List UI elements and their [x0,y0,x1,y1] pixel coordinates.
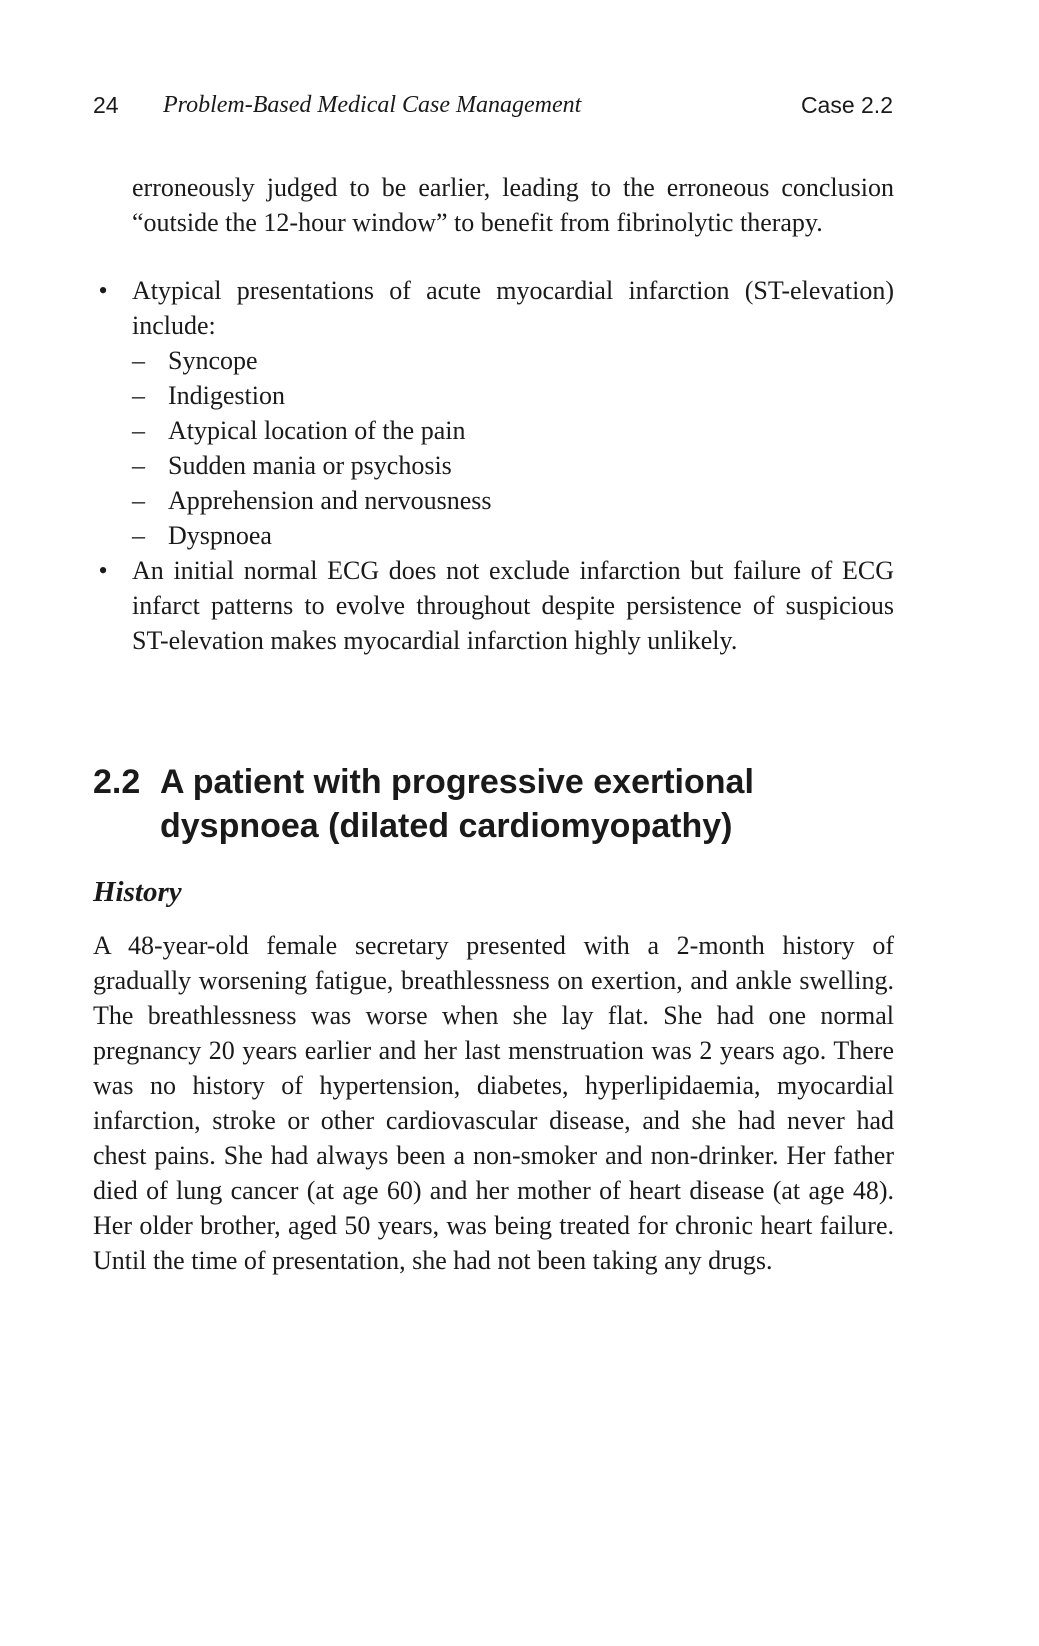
bullet-text: Atypical presentations of acute myocardial infarction (ST-elevation) include: [132,276,894,340]
list-item [132,343,894,378]
list-item [132,448,894,483]
dash-marker: – [132,416,145,445]
bullet-list [93,273,894,658]
bullet-item-atypical-presentations [93,273,894,553]
list-item-text: Atypical location of the pain [168,416,466,445]
dash-marker: – [132,451,145,480]
running-header [93,92,893,126]
bullet-marker: • [98,556,108,585]
section-title: A patient with progressive exertional dyspnoea (dilated cardiomyopathy) [160,763,754,845]
running-title: Problem-Based Medical Case Management [163,92,582,118]
list-item-text: Syncope [168,346,258,375]
bullet-item-initial-normal-ecg [93,553,894,658]
list-item-text: Sudden mania or psychosis [168,451,452,480]
list-item [132,413,894,448]
continuation-paragraph: erroneously judged to be earlier, leading to the erroneous conclusion “outside the 12-hour window” to benefit from fibrinolytic therapy. [132,173,894,237]
case-label: Case 2.2 [800,92,893,118]
dash-marker: – [132,486,145,515]
section-number: 2.2 [93,763,141,801]
list-item-text: Indigestion [168,381,285,410]
bullet-marker: • [98,276,108,305]
list-item-text: Apprehension and nervousness [168,486,492,515]
list-item [132,483,894,518]
list-item [132,518,894,553]
history-paragraph: A 48-year-old female secretary presented with a 2-month history of gradually worsening fatigue, breathlessness on exertion, and ankle swelling. The breathlessness was worse when she lay flat. She had one normal pregnancy 20 years earlier and her last menstruation was 2 years ago. There was no history of hypertension, diabetes, hyperlipidaemia, myocardial infarction, stroke or other cardiovascular disease, and she had never had chest pains. She had always been a non-smoker and non-drinker. Her father died of lung cancer (at age 60) and her mother of heart disease (at age 48). Her older brother, aged 50 years, was being treated for chronic heart failure. Until the time of presentation, she had not been taking any drugs. [93,931,894,1275]
dash-marker: – [132,381,145,410]
list-item [132,378,894,413]
section-heading [93,760,913,848]
history-subheading: History [93,876,182,908]
list-item-text: Dyspnoea [168,521,272,550]
symptom-list [132,343,894,553]
dash-marker: – [132,521,145,550]
dash-marker: – [132,346,145,375]
bullet-text: An initial normal ECG does not exclude infarction but failure of ECG infarct patterns to evolve throughout despite persistence of suspicious ST-elevation makes myocardial infarction highly unlikely. [132,556,894,655]
page-number: 24 [93,92,119,118]
